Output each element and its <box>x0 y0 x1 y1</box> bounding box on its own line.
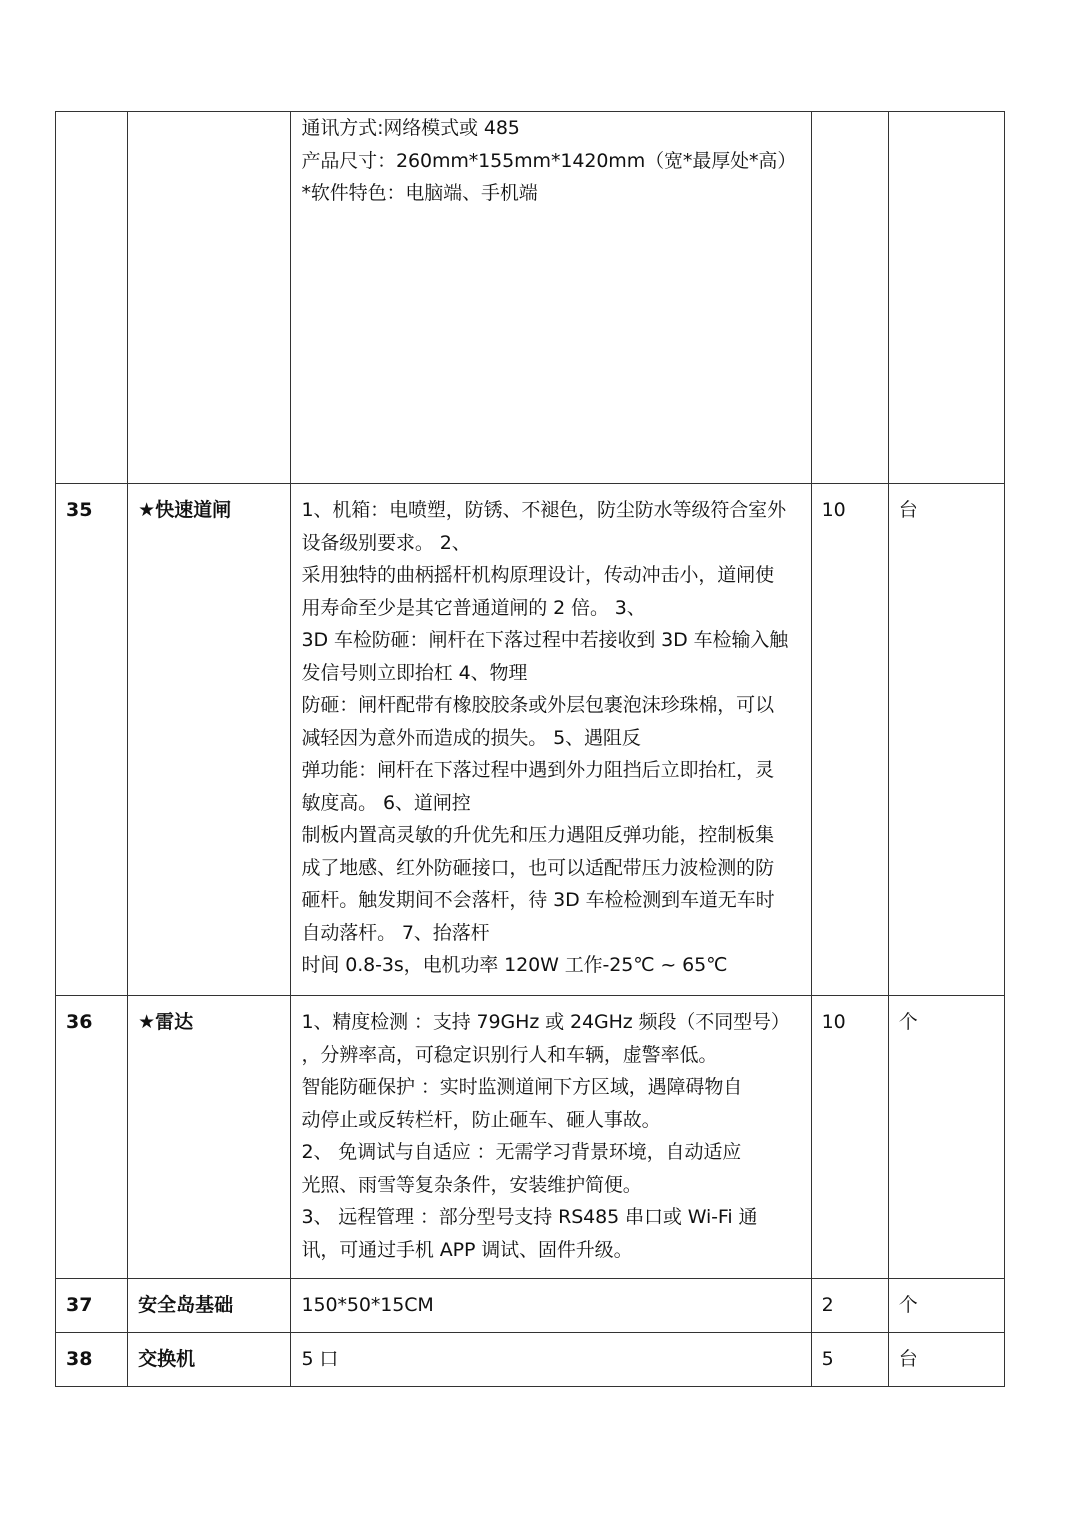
spec-line: 1、精度检测 ：支持 79GHz 或 24GHz 频段（不同型号） <box>301 1011 790 1033</box>
cell-name <box>128 112 291 484</box>
equipment-spec-table <box>55 111 1005 1387</box>
cell-unit: 个 <box>888 1279 1004 1333</box>
spec-line: 发信号则立即抬杠 4、物理 <box>301 661 528 684</box>
spec-line: 自动落杆。 7、抬落杆 <box>301 921 490 944</box>
spec-line: 5 口 <box>301 1348 339 1370</box>
cell-unit <box>888 112 1004 484</box>
spec-line: 制板内置高灵敏的升优先和压力遇阻反弹功能，控制板集 <box>301 824 774 846</box>
cell-name: 交换机 <box>128 1333 291 1387</box>
table-row <box>56 1279 1005 1333</box>
spec-line: 光照、雨雪等复杂条件，安装维护简便。 <box>301 1173 642 1196</box>
spec-line: 防砸：闸杆配带有橡胶胶条或外层包裹泡沫珍珠棉，可以 <box>301 694 774 716</box>
cell-no <box>56 112 128 484</box>
cell-qty: 10 <box>811 484 888 996</box>
spec-line: 通讯方式:网络模式或 485 <box>301 117 520 139</box>
spec-line: 弹功能：闸杆在下落过程中遇到外力阻挡后立即抬杠，灵 <box>301 759 774 781</box>
spec-line: 敏度高。 6、道闸控 <box>301 791 471 814</box>
spec-line: 采用独特的曲柄摇杆机构原理设计，传动冲击小，道闸使 <box>301 564 774 586</box>
cell-no: 35 <box>56 484 128 996</box>
cell-qty: 2 <box>811 1279 888 1333</box>
spec-line: 时间 0.8-3s，电机功率 120W 工作-25℃ ~ 65℃ <box>301 954 728 976</box>
table-row <box>56 1333 1005 1387</box>
cell-no: 36 <box>56 996 128 1279</box>
cell-name: ★雷达 <box>128 996 291 1279</box>
table-row-continuation <box>56 112 1005 484</box>
cell-spec <box>291 996 811 1279</box>
cell-unit: 台 <box>888 1333 1004 1387</box>
table-row <box>56 484 1005 996</box>
spec-line: ，分辨率高，可稳定识别行人和车辆，虚警率低。 <box>301 1043 718 1066</box>
cell-no: 38 <box>56 1333 128 1387</box>
cell-qty <box>811 112 888 484</box>
spec-line: 150*50*15CM <box>301 1294 434 1316</box>
cell-spec <box>291 1279 811 1333</box>
table-row <box>56 996 1005 1279</box>
cell-spec <box>291 112 811 484</box>
cell-qty: 5 <box>811 1333 888 1387</box>
cell-unit: 台 <box>888 484 1004 996</box>
spec-line: 3D 车检防砸：闸杆在下落过程中若接收到 3D 车检输入触 <box>301 629 789 651</box>
spec-line: 成了地感、红外防砸接口，也可以适配带压力波检测的防 <box>301 856 774 879</box>
spec-line: 智能防砸保护 ：实时监测道闸下方区域，遇障碍物自 <box>301 1076 743 1098</box>
spec-line: 3、 远程管理 ：部分型号支持 RS485 串口或 Wi-Fi 通 <box>301 1206 758 1228</box>
spec-line: *软件特色：电脑端、手机端 <box>301 182 538 204</box>
cell-name: 安全岛基础 <box>128 1279 291 1333</box>
spec-line: 讯，可通过手机 APP 调试、固件升级。 <box>301 1238 633 1261</box>
cell-qty: 10 <box>811 996 888 1279</box>
spec-line: 设备级别要求。 2、 <box>301 531 471 554</box>
cell-no: 37 <box>56 1279 128 1333</box>
spec-line: 1、机箱：电喷塑，防锈、不褪色，防尘防水等级符合室外 <box>301 499 786 521</box>
spec-line: 2、 免调试与自适应 ：无需学习背景环境，自动适应 <box>301 1141 742 1163</box>
spec-line: 用寿命至少是其它普通道闸的 2 倍。 3、 <box>301 596 646 619</box>
cell-name: ★快速道闸 <box>128 484 291 996</box>
cell-unit: 个 <box>888 996 1004 1279</box>
spec-line: 产品尺寸：260mm*155mm*1420mm（宽*最厚处*高） <box>301 149 797 172</box>
spec-line: 减轻因为意外而造成的损失。 5、遇阻反 <box>301 726 641 749</box>
cell-spec <box>291 1333 811 1387</box>
spec-line: 动停止或反转栏杆，防止砸车、砸人事故。 <box>301 1108 661 1131</box>
spec-line: 砸杆。触发期间不会落杆，待 3D 车检检测到车道无车时 <box>301 889 775 911</box>
cell-spec <box>291 484 811 996</box>
